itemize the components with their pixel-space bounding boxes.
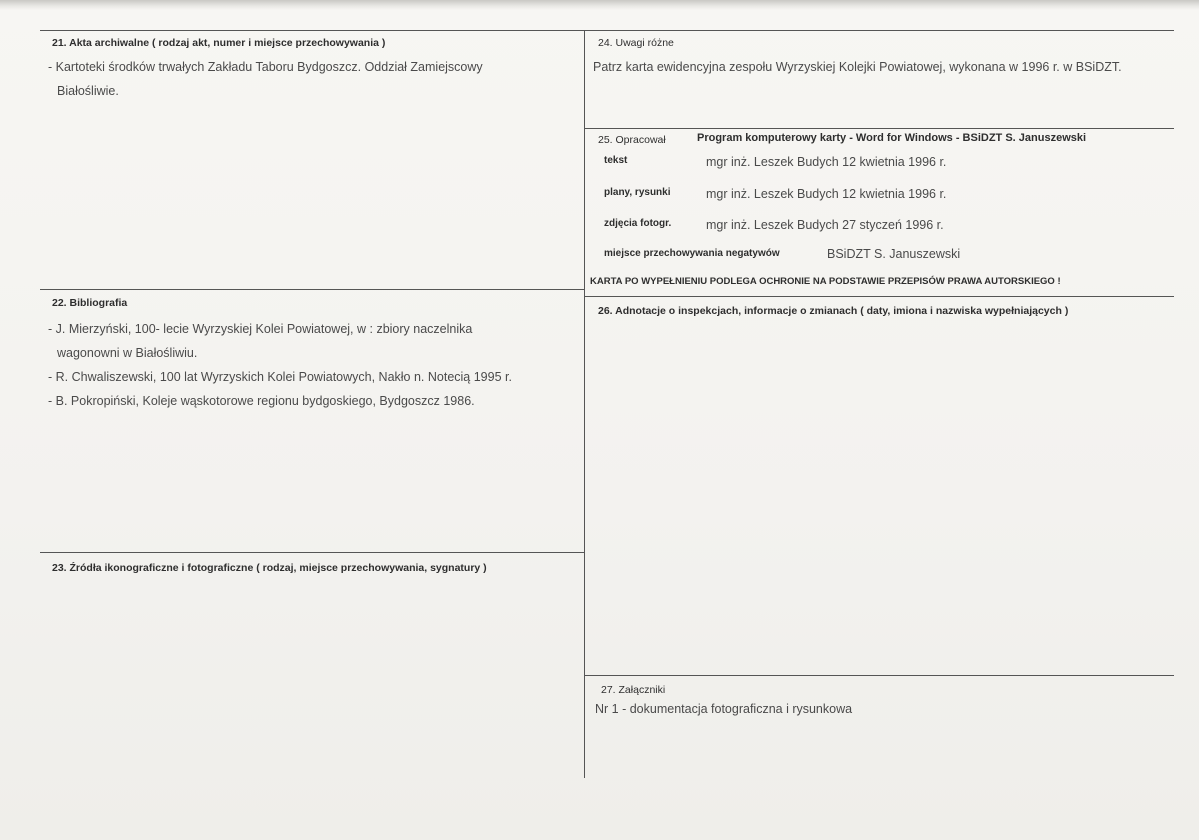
divider-27 — [584, 675, 1174, 676]
section-22-title: 22. Bibliografia — [52, 297, 128, 309]
section-25-title: 25. Opracował — [598, 134, 666, 146]
section-27-title: 27. Załączniki — [601, 684, 666, 696]
section-27-text: Nr 1 - dokumentacja fotograficzna i rysunkowa — [595, 702, 853, 716]
section-22-line-1: - J. Mierzyński, 100- lecie Wyrzyskiej Kolei Powiatowej, w : zbiory naczelnika — [48, 322, 473, 336]
copyright-notice: KARTA PO WYPEŁNIENIU PODLEGA OCHRONIE NA PODSTAWIE PRZEPISÓW PRAWA AUTORSKIEGO ! — [590, 276, 1061, 287]
value-storage: BSiDZT S. Januszewski — [827, 247, 961, 261]
divider-25 — [584, 128, 1174, 129]
section-23-title: 23. Źródła ikonograficzne i fotograficzne ( rodzaj, miejsce przechowywania, sygnatury ) — [52, 562, 487, 574]
section-22-line-4: - B. Pokropiński, Koleje wąskotorowe regionu bydgoskiego, Bydgoszcz 1986. — [48, 394, 475, 408]
divider-top-right — [584, 30, 1174, 31]
label-plany-rysunki: plany, rysunki — [604, 187, 671, 198]
section-24-text: Patrz karta ewidencyjna zespołu Wyrzyskiej Kolejki Powiatowej, wykonana w 1996 r. w BSiDZT. — [593, 60, 1122, 74]
value-plany-rysunki: mgr inż. Leszek Budych 12 kwietnia 1996 r. — [706, 187, 947, 201]
section-22-line-2: wagonowni w Białośliwiu. — [57, 346, 198, 360]
section-21-line-1: - Kartoteki środków trwałych Zakładu Taboru Bydgoszcz. Oddział Zamiejscowy — [48, 60, 483, 74]
label-zdjecia-fotogr: zdjęcia fotogr. — [604, 218, 672, 229]
section-21-line-2: Białośliwie. — [57, 84, 119, 98]
section-24-title: 24. Uwagi różne — [598, 37, 674, 49]
section-26-title: 26. Adnotacje o inspekcjach, informacje o zmianach ( daty, imiona i nazwiska wypełniających ) — [598, 305, 1069, 317]
divider-23 — [40, 552, 585, 553]
divider-top-left — [40, 30, 585, 31]
label-storage: miejsce przechowywania negatywów — [604, 248, 780, 259]
section-25-program: Program komputerowy karty - Word for Windows - BSiDZT S. Januszewski — [697, 132, 1087, 144]
scan-edge-shadow — [0, 0, 1199, 10]
value-tekst: mgr inż. Leszek Budych 12 kwietnia 1996 r. — [706, 155, 947, 169]
divider-center — [584, 30, 585, 778]
label-tekst: tekst — [604, 155, 628, 166]
divider-26 — [584, 296, 1174, 297]
section-21-title: 21. Akta archiwalne ( rodzaj akt, numer i miejsce przechowywania ) — [52, 37, 386, 49]
value-zdjecia-fotogr: mgr inż. Leszek Budych 27 styczeń 1996 r. — [706, 218, 944, 232]
divider-22 — [40, 289, 585, 290]
section-22-line-3: - R. Chwaliszewski, 100 lat Wyrzyskich Kolei Powiatowych, Nakło n. Notecią 1995 r. — [48, 370, 512, 384]
